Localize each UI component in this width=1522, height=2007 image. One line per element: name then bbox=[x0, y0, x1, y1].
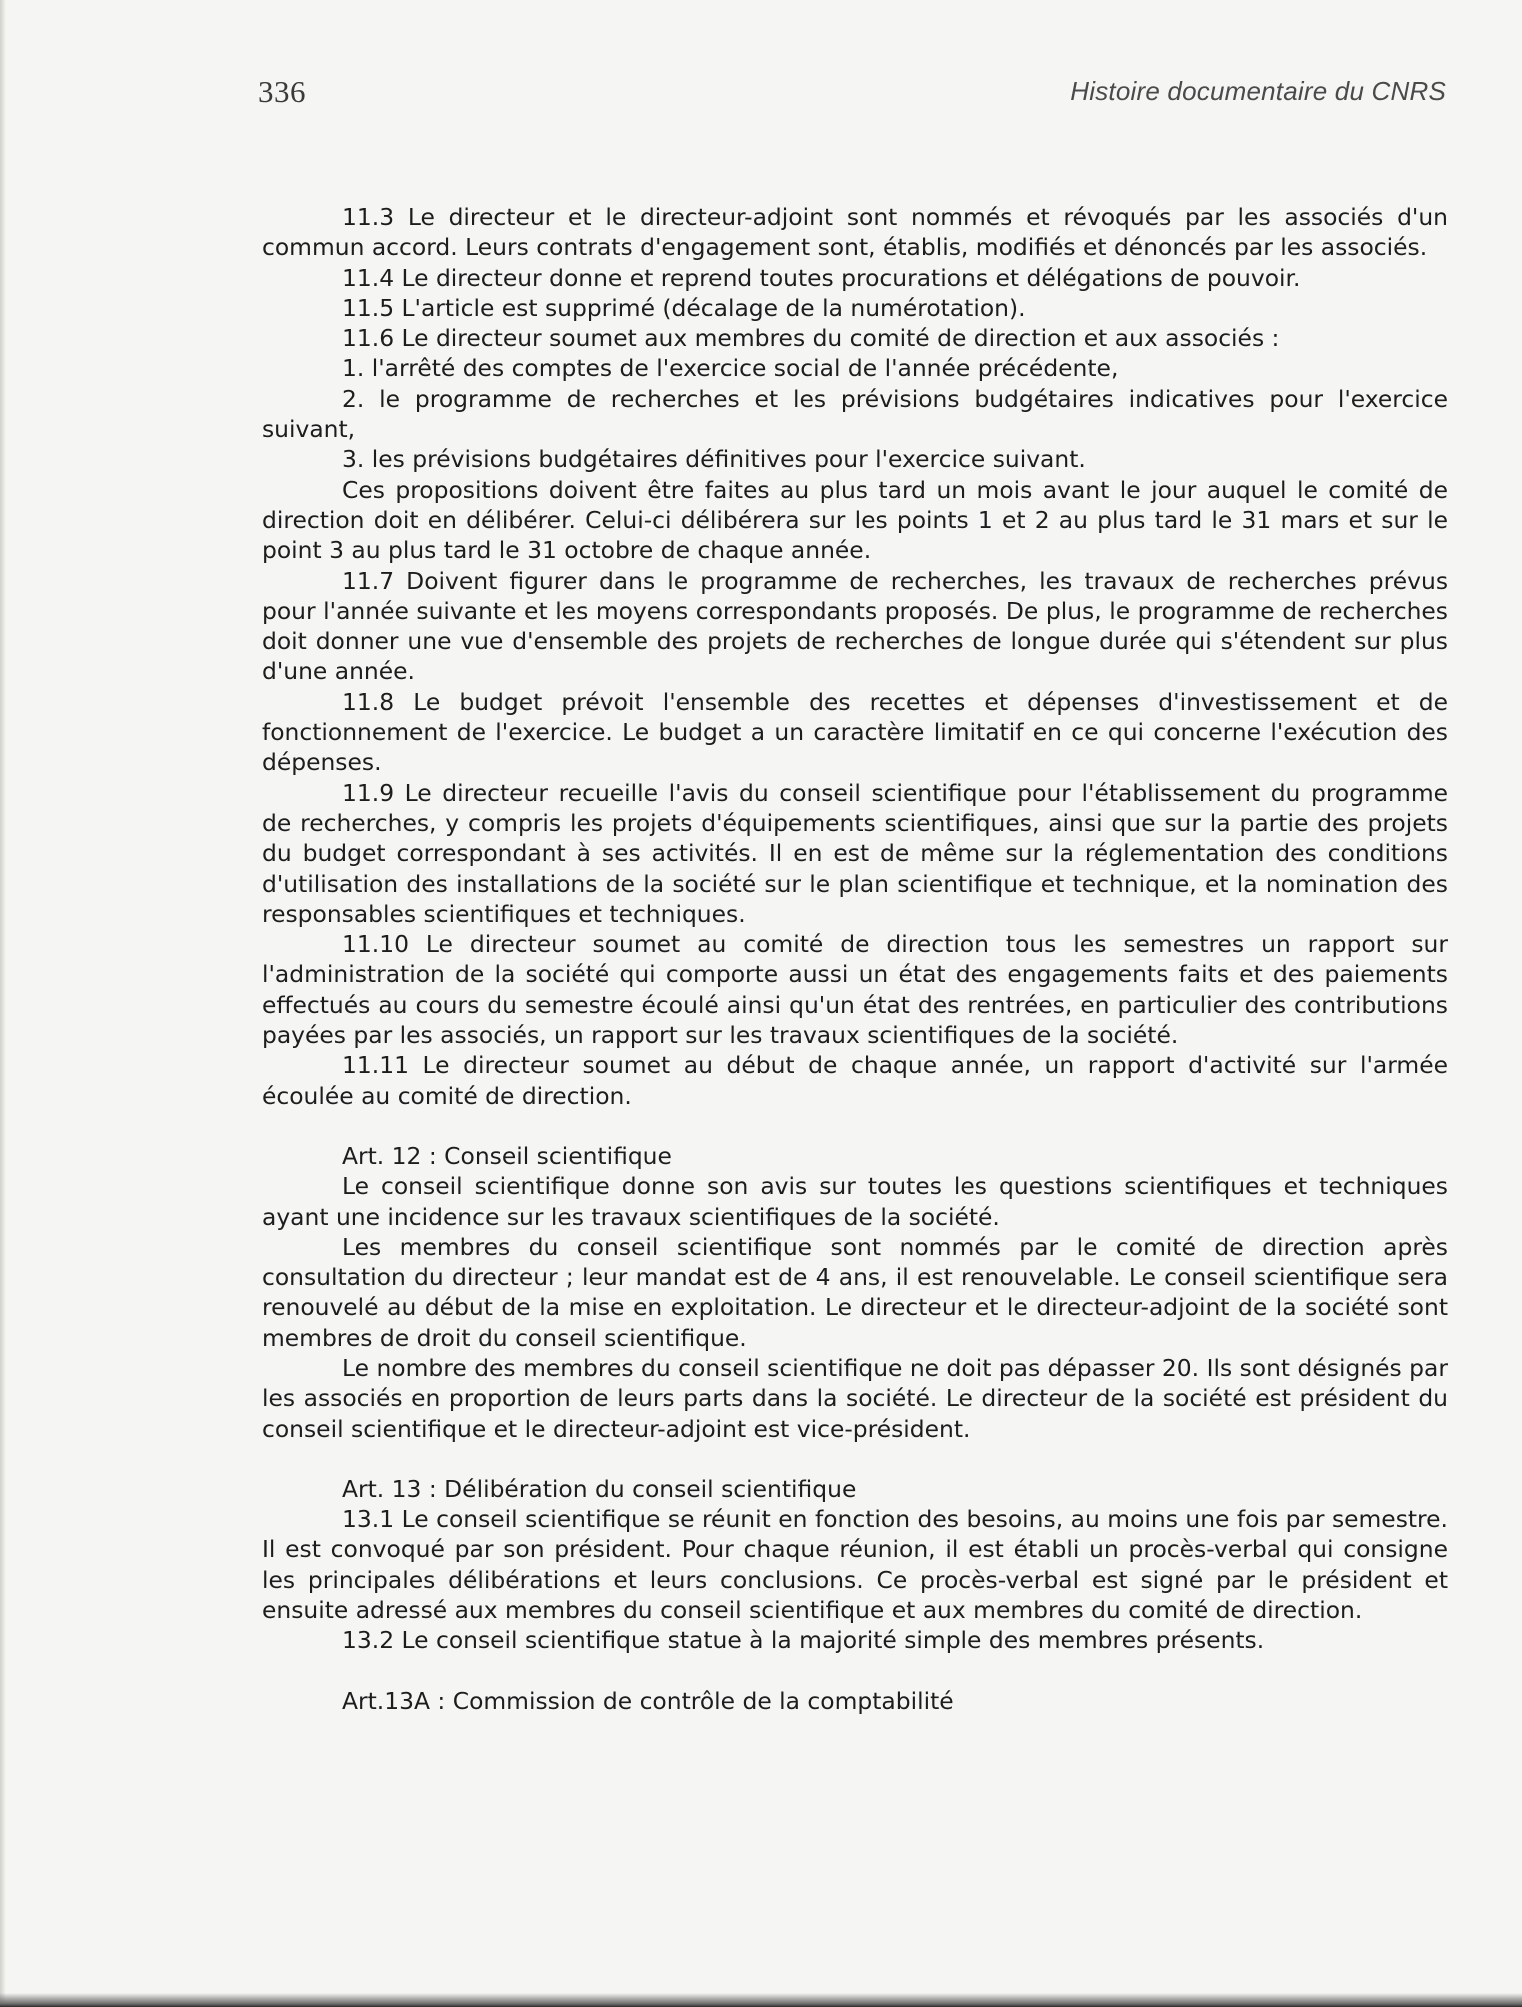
paragraph-11-9: 11.9 Le directeur recueille l'avis du conseil scientifique pour l'établissement du programme de recherches, y compris les projets d'équipements scientifiques, ainsi que sur la partie des projets du budget correspondant à ses activités. Il en est de même sur la réglementation des conditions d'utilisation des installations de la société sur le plan scientifique et technique, et la nomination des responsables scientifiques et techniques. bbox=[262, 778, 1448, 928]
paragraph-art12-1: Le conseil scientifique donne son avis sur toutes les questions scientifiques et techniques ayant une incidence sur les travaux scientifiques de la société. bbox=[262, 1172, 1448, 1231]
paragraph-11-3: 11.3 Le directeur et le directeur-adjoint sont nommés et révoqués par les associés d'un commun accord. Leurs contrats d'engagement sont, établis, modifiés et dénoncés par les associés. bbox=[262, 203, 1448, 262]
article-12-heading: Art. 12 : Conseil scientifique bbox=[342, 1141, 672, 1170]
paragraph-11-4: 11.4 Le directeur donne et reprend toutes procurations et délégations de pouvoir. bbox=[342, 263, 1301, 292]
list-item-3: 3. les prévisions budgétaires définitives pour l'exercice suivant. bbox=[342, 445, 1086, 474]
paragraph-art12-2: Les membres du conseil scientifique sont nommés par le comité de direction après consultation du directeur ; leur mandat est de 4 ans, il est renouvelable. Le conseil scientifique sera renouvelé au début de la mise en exploitation. Le directeur et le directeur-adjoint de la société sont membres de droit du conseil scientifique. bbox=[262, 1232, 1448, 1352]
scan-edge-shadow bbox=[0, 0, 6, 2007]
paragraph-11-11: 11.11 Le directeur soumet au début de chaque année, un rapport d'activité sur l'armée écoulée au comité de direction. bbox=[262, 1051, 1448, 1110]
paragraph-13-2: 13.2 Le conseil scientifique statue à la majorité simple des membres présents. bbox=[342, 1626, 1265, 1655]
paragraph-art12-3: Le nombre des membres du conseil scientifique ne doit pas dépasser 20. Ils sont désignés par les associés en proportion de leurs parts dans la société. Le directeur de la société est président du conseil scientifique et le directeur-adjoint est vice-président. bbox=[262, 1353, 1448, 1443]
page-number: 336 bbox=[258, 74, 306, 109]
paragraph-11-5: 11.5 L'article est supprimé (décalage de la numérotation). bbox=[342, 293, 1026, 322]
paragraph-13-1: 13.1 Le conseil scientifique se réunit en fonction des besoins, au moins une fois par semestre. Il est convoqué par son président. Pour chaque réunion, il est établi un procès-verbal qui consigne les principales délibérations et leurs conclusions. Ce procès-verbal est signé par le président et ensuite adressé aux membres du conseil scientifique et aux membres du comité de direction. bbox=[262, 1505, 1448, 1625]
body-text bbox=[262, 202, 1448, 1716]
running-title: Histoire documentaire du CNRS bbox=[1070, 76, 1446, 106]
paragraph-11-8: 11.8 Le budget prévoit l'ensemble des recettes et dépenses d'investissement et de fonctionnement de l'exercice. Le budget a un caractère limitatif en ce qui concerne l'exécution des dépenses. bbox=[262, 687, 1448, 777]
article-13a-heading: Art.13A : Commission de contrôle de la comptabilité bbox=[342, 1686, 954, 1715]
paragraph-11-10: 11.10 Le directeur soumet au comité de direction tous les semestres un rapport sur l'administration de la société qui comporte aussi un état des engagements faits et des paiements effectués au cours du semestre écoulé ainsi qu'un état des rentrées, en particulier des contributions payées par les associés, un rapport sur les travaux scientifiques de la société. bbox=[262, 930, 1448, 1050]
list-item-2: 2. le programme de recherches et les prévisions budgétaires indicatives pour l'exercice suivant, bbox=[262, 384, 1448, 444]
list-item-1: 1. l'arrêté des comptes de l'exercice social de l'année précédente, bbox=[342, 354, 1119, 383]
paragraph-propositions: Ces propositions doivent être faites au plus tard un mois avant le jour auquel le comité de direction doit en délibérer. Celui-ci délibérera sur les points 1 et 2 au plus tard le 31 mars et sur le point 3 au plus tard le 31 octobre de chaque année. bbox=[262, 475, 1448, 565]
scan-bottom-edge bbox=[0, 1993, 1522, 2007]
paragraph-11-6: 11.6 Le directeur soumet aux membres du comité de direction et aux associés : bbox=[342, 324, 1280, 353]
paragraph-11-7: 11.7 Doivent figurer dans le programme de recherches, les travaux de recherches prévus pour l'année suivante et les moyens correspondants proposés. De plus, le programme de recherches doit donner une vue d'ensemble des projets de recherches de longue durée qui s'étendent sur plus d'une année. bbox=[262, 566, 1448, 686]
article-13-heading: Art. 13 : Délibération du conseil scientifique bbox=[342, 1474, 857, 1503]
running-head bbox=[258, 74, 1446, 118]
